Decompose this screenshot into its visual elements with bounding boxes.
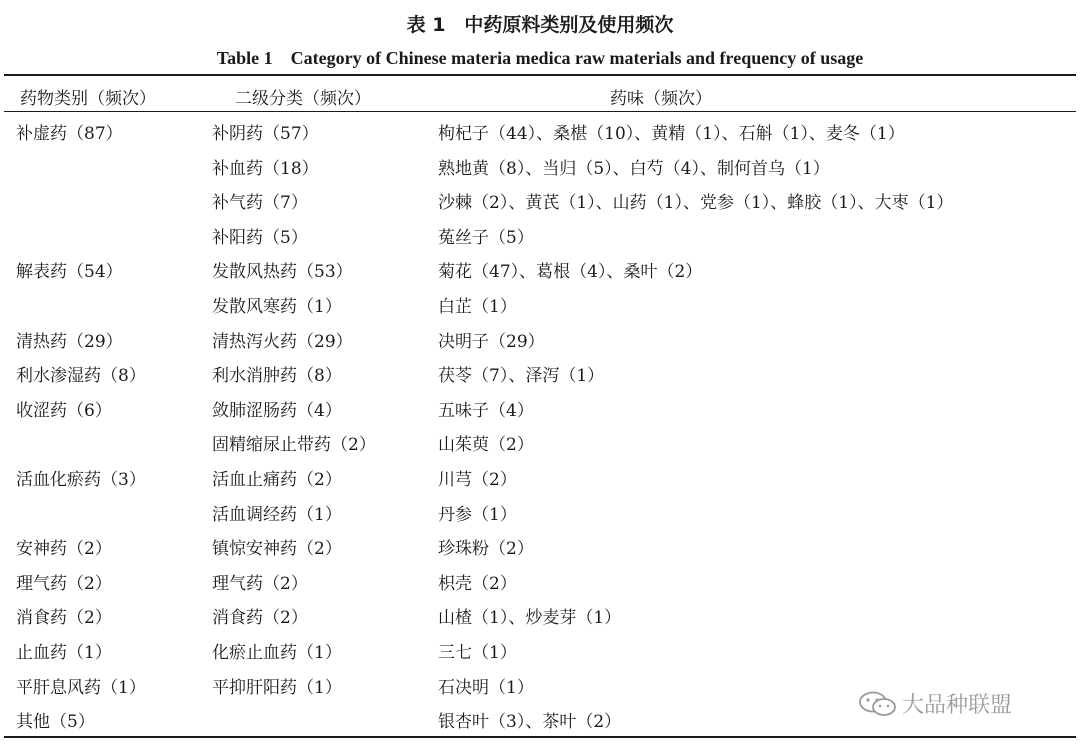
cell-category: 消食药（2） xyxy=(16,608,112,629)
table-row xyxy=(0,182,1080,217)
table-row xyxy=(0,494,1080,529)
cell-subcategory: 活血调经药（1） xyxy=(212,504,342,525)
cell-category: 理气药（2） xyxy=(16,573,112,594)
header-herbs: 药味（频次） xyxy=(610,89,712,109)
cell-herbs: 枳壳（2） xyxy=(438,573,517,594)
cell-subcategory: 利水消肿药（8） xyxy=(212,366,342,387)
cell-herbs: 白芷（1） xyxy=(438,297,517,317)
cell-subcategory: 化瘀止血药（1） xyxy=(212,643,342,663)
cell-herbs: 熟地黄（8）、当归（5）、白芍（4）、制何首乌（1） xyxy=(438,158,830,179)
cell-herbs: 菊花（47）、葛根（4）、桑叶（2） xyxy=(438,262,703,283)
cell-herbs: 银杏叶（3）、茶叶（2） xyxy=(438,712,622,733)
table-row xyxy=(0,459,1080,494)
cell-subcategory: 补气药（7） xyxy=(212,193,308,214)
cell-subcategory: 补阳药（5） xyxy=(212,227,308,248)
cell-category: 平肝息风药（1） xyxy=(16,677,146,698)
cell-category: 解表药（54） xyxy=(16,262,123,283)
table-row xyxy=(0,286,1080,321)
cell-category: 清热药（29） xyxy=(16,331,123,352)
cell-herbs: 枸杞子（44）、桑椹（10）、黄精（1）、石斛（1）、麦冬（1） xyxy=(438,124,905,144)
cell-herbs: 山茱萸（2） xyxy=(438,435,534,456)
cell-herbs: 茯苓（7）、泽泻（1） xyxy=(438,366,605,387)
table-row xyxy=(0,148,1080,183)
cell-subcategory: 消食药（2） xyxy=(212,608,308,629)
table-row xyxy=(0,528,1080,563)
table-title-english: Table 1 Category of Chinese materia medica raw materials and frequency of usage xyxy=(216,48,864,68)
cell-herbs: 山楂（1）、炒麦芽（1） xyxy=(438,608,622,629)
table-bottom-rule xyxy=(4,736,1076,738)
cell-subcategory: 理气药（2） xyxy=(212,573,308,594)
cell-herbs: 沙棘（2）、黄芪（1）、山药（1）、党参（1）、蜂胶（1）、大枣（1） xyxy=(438,193,954,214)
cell-category: 收涩药（6） xyxy=(16,400,112,421)
table-header-rule xyxy=(4,111,1076,112)
table-row xyxy=(0,217,1080,252)
table-row xyxy=(0,251,1080,286)
cell-herbs: 川芎（2） xyxy=(438,470,517,490)
table-row xyxy=(0,424,1080,459)
cell-subcategory: 清热泻火药（29） xyxy=(212,331,353,352)
cell-herbs: 丹参（1） xyxy=(438,504,517,525)
cell-herbs: 三七（1） xyxy=(438,643,517,663)
table-title-chinese: 表 1 中药原料类别及使用频次 xyxy=(406,14,674,36)
header-subcategory: 二级分类（频次） xyxy=(235,89,371,109)
cell-category: 安神药（2） xyxy=(16,539,112,560)
cell-subcategory: 活血止痛药（2） xyxy=(212,470,342,490)
watermark-text: 大品种联盟 xyxy=(902,693,1013,718)
wechat-icon xyxy=(858,691,898,717)
cell-subcategory: 发散风热药（53） xyxy=(212,262,353,283)
cell-subcategory: 固精缩尿止带药（2） xyxy=(212,435,376,456)
header-category: 药物类别（频次） xyxy=(20,89,156,109)
cell-category: 利水渗湿药（8） xyxy=(16,366,146,387)
table-row xyxy=(0,597,1080,632)
cell-herbs: 石决明（1） xyxy=(438,677,534,698)
table-top-rule xyxy=(4,74,1076,76)
watermark xyxy=(858,688,1012,719)
cell-category: 补虚药（87） xyxy=(16,124,123,144)
table-row xyxy=(0,355,1080,390)
cell-subcategory: 敛肺涩肠药（4） xyxy=(212,400,342,421)
table-row xyxy=(0,632,1080,667)
cell-subcategory: 平抑肝阳药（1） xyxy=(212,677,342,698)
cell-herbs: 珍珠粉（2） xyxy=(438,539,534,560)
cell-subcategory: 补阴药（57） xyxy=(212,124,319,144)
table-row xyxy=(0,390,1080,425)
table-row xyxy=(0,563,1080,598)
cell-subcategory: 发散风寒药（1） xyxy=(212,297,342,317)
table-row xyxy=(0,113,1080,148)
cell-subcategory: 镇惊安神药（2） xyxy=(212,539,342,560)
cell-herbs: 菟丝子（5） xyxy=(438,227,534,248)
cell-category: 止血药（1） xyxy=(16,643,112,663)
cell-subcategory: 补血药（18） xyxy=(212,158,319,179)
table-row xyxy=(0,321,1080,356)
cell-category: 活血化瘀药（3） xyxy=(16,470,146,490)
cell-herbs: 五味子（4） xyxy=(438,400,534,421)
cell-herbs: 决明子（29） xyxy=(438,331,545,352)
cell-category: 其他（5） xyxy=(16,712,95,733)
